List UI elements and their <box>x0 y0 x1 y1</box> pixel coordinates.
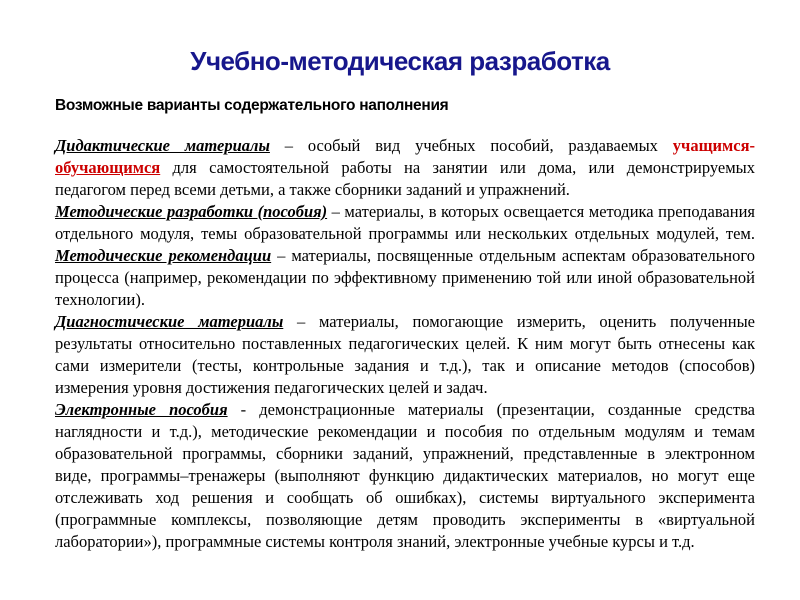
body-text: для самостоятельной работы на занятии или дома, или демонстрируемых педагогом перед всеми детьми, а также сборники заданий и упражнений. <box>55 158 755 199</box>
body-text: – материалы, в которых освещается методика преподавания отдельного модуля, темы образовательной программы или нескольких отдельных модулей, тем. <box>55 202 756 243</box>
emphasis-red-underline: обучающимся <box>55 158 161 177</box>
body-text: – материалы, помогающие измерить, оценить полученные результаты относительно поставленных педагогических целей. К ним могут быть отнесены как сами измерители (тесты, контрольные задания и т.д.), так и описание методов (способов) измерения уровня достижения педагогических целей и задач. <box>55 312 755 397</box>
emphasis-red: учащимся- <box>672 136 755 155</box>
emphasis-lead: Электронные пособия <box>55 400 228 419</box>
slide-title: Учебно-методическая разработка <box>190 46 610 76</box>
emphasis-lead: Дидактические материалы <box>55 136 270 155</box>
body-text: - демонстрационные материалы (презентации, созданные средства наглядности и т.д.), методические рекомендации и пособия по отдельным модулям и темам образовательной программы, сборники заданий, упражнений, представленные в электронном виде, программы–тренажеры (выполняют функцию дидактических материалов, но могут еще отслеживать ход решения и сообщать об ошибках), системы виртуального эксперимента (программные комплексы, позволяющие детям проводить эксперименты в «виртуальной лаборатории»), программные системы контроля знаний, электронные учебные курсы и т.д. <box>55 400 755 551</box>
emphasis-lead: Методические разработки (пособия) <box>55 202 328 221</box>
paragraph <box>55 201 755 311</box>
slide-body <box>55 135 755 553</box>
emphasis-lead-inline: Методические рекомендации <box>55 246 272 265</box>
body-text: – особый вид учебных пособий, раздаваемых <box>269 136 673 155</box>
paragraph <box>55 135 755 201</box>
paragraph <box>55 311 755 399</box>
body-text: – материалы, посвященные отдельным аспектам образовательного процесса (например, рекомендации по эффективному применению той или иной образовательной технологии). <box>55 246 755 309</box>
emphasis-lead: Диагностические материалы <box>55 312 284 331</box>
slide-subtitle: Возможные варианты содержательного наполнения <box>55 97 449 114</box>
paragraph <box>55 399 755 553</box>
